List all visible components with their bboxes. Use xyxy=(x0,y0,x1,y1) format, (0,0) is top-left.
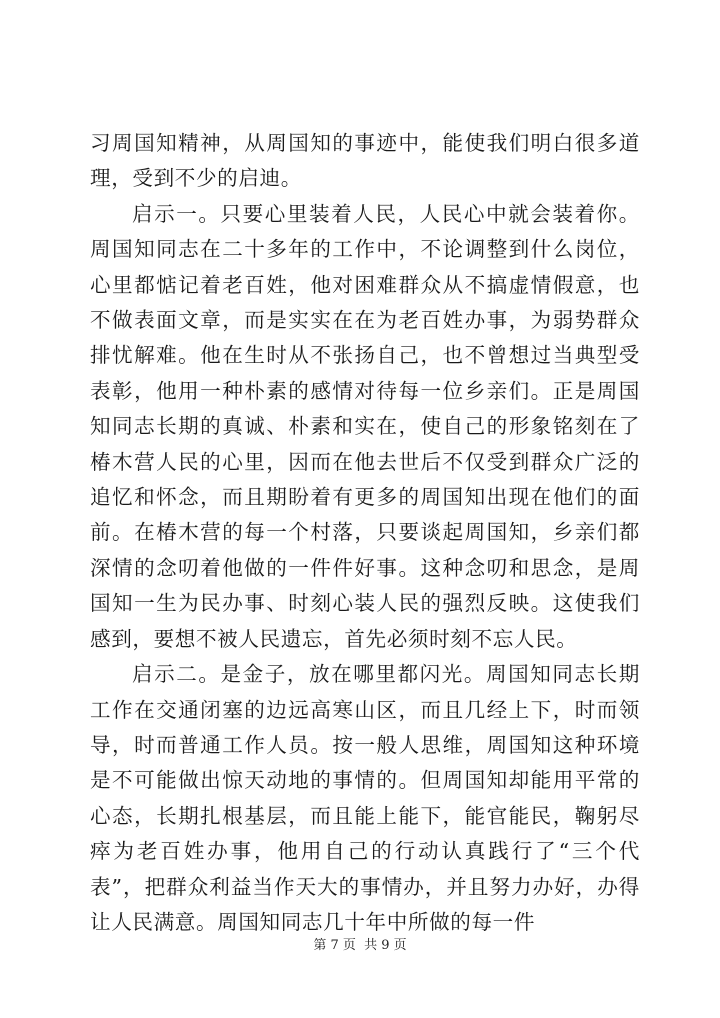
page-footer xyxy=(0,934,720,953)
body-text xyxy=(90,126,640,940)
page-number: 第 7 页 共 9 页 xyxy=(313,938,407,953)
paragraph-revelation-one: 启示一。只要心里装着人民，人民心中就会装着你。周国知同志在二十多年的工作中，不论调整到什么岗位，心里都惦记着老百姓，他对困难群众从不搞虚情假意，也不做表面文章，而是实实在在为老百姓办事，为弱势群众排忧解难。他在生时从不张扬自己，也不曾想过当典型受表彰，他用一种朴素的感情对待每一位乡亲们。正是周国知同志长期的真诚、朴素和实在，使自己的形象铭刻在了椿木营人民的心里，因而在他去世后不仅受到群众广泛的追忆和怀念，而且期盼着有更多的周国知出现在他们的面前。在椿木营的每一个村落，只要谈起周国知，乡亲们都深情的念叨着他做的一件件好事。这种念叨和思念，是周国知一生为民办事、时刻心装人民的强烈反映。这使我们感到，要想不被人民遗忘，首先必须时刻不忘人民。 xyxy=(90,201,640,651)
paragraph-continuation: 习周国知精神，从周国知的事迹中，能使我们明白很多道理，受到不少的启迪。 xyxy=(90,131,640,191)
paragraph-revelation-two: 启示二。是金子，放在哪里都闪光。周国知同志长期工作在交通闭塞的边远高寒山区，而且几经上下，时而领导，时而普通工作人员。按一般人思维，周国知这种环境是不可能做出惊天动地的事情的。但周国知却能用平常的心态，长期扎根基层，而且能上能下，能官能民，鞠躬尽瘁为老百姓办事，他用自己的行动认真践行了“三个代表”，把群众利益当作天大的事情办，并且努力办好，办得让人民满意。周国知同志几十年中所做的每一件 xyxy=(90,662,640,934)
